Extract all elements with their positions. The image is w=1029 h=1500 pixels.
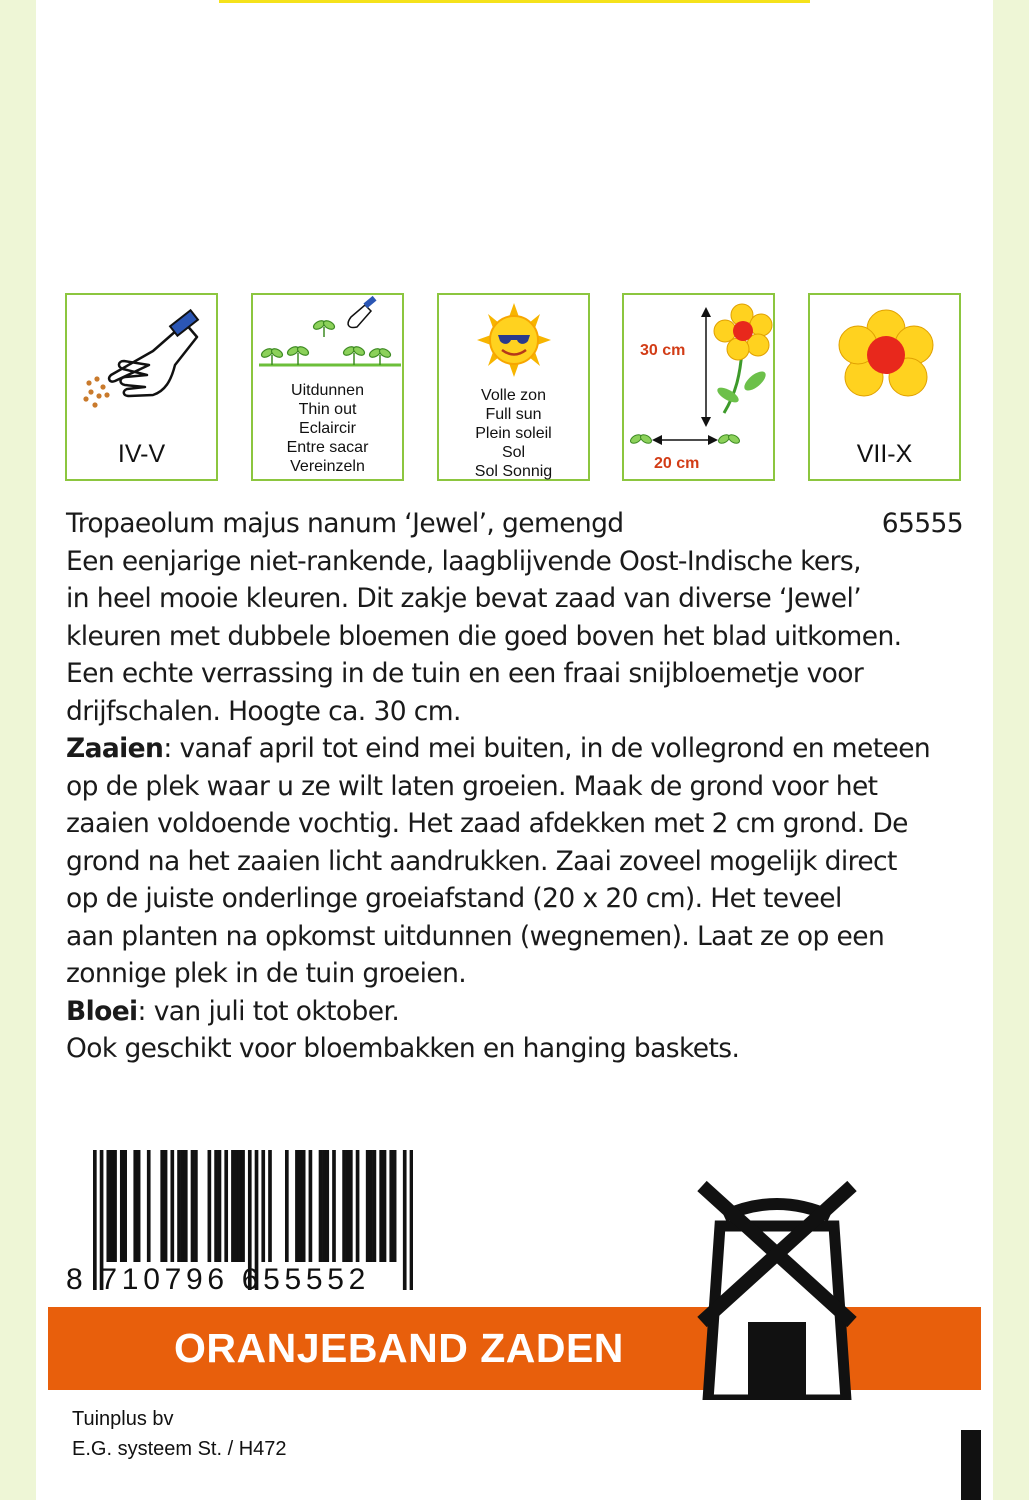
- barcode-bar: [332, 1150, 336, 1262]
- intro-line: Een eenjarige niet-rankende, laagblijvende Oost-Indische kers,: [66, 545, 861, 577]
- thin-out-line: Uitdunnen: [291, 382, 364, 399]
- barcode-bar: [214, 1150, 218, 1262]
- barcode-bar: [191, 1150, 195, 1262]
- barcode-bar: [373, 1150, 377, 1262]
- barcode-bar: [147, 1150, 151, 1262]
- barcode-bar: [164, 1150, 168, 1262]
- flowering-period-label: VII-X: [856, 440, 913, 468]
- barcode-bar: [342, 1150, 346, 1262]
- barcode-bar: [120, 1150, 124, 1262]
- barcode-bar: [234, 1150, 238, 1262]
- certificate: E.G. systeem St. / H472: [72, 1438, 287, 1460]
- barcode-bar: [170, 1150, 174, 1262]
- title-row: [66, 505, 963, 543]
- sowing-line: grond na het zaaien licht aandrukken. Zaai zoveel mogelijk direct: [66, 845, 897, 877]
- barcode-bar: [346, 1150, 350, 1262]
- barcode-bar: [137, 1150, 141, 1262]
- barcode-bar: [349, 1150, 353, 1262]
- sowing-line: zonnige plek in de tuin groeien.: [66, 958, 467, 989]
- thin-out-line: Thin out: [298, 401, 357, 418]
- thin-out-line: Entre sacar: [286, 439, 369, 456]
- barcode-bar: [369, 1150, 373, 1262]
- barcode-bar: [325, 1150, 329, 1262]
- barcode-bar: [218, 1150, 222, 1262]
- barcode-bar: [113, 1150, 117, 1262]
- thin-out-icon-box: [251, 293, 404, 481]
- barcode-bar: [106, 1150, 110, 1262]
- bloom-paragraph: [66, 993, 963, 1031]
- product-description: [66, 505, 963, 1068]
- black-marker-bar: [961, 1430, 981, 1500]
- barcode-bar: [184, 1150, 188, 1262]
- barcode-bar: [389, 1150, 393, 1262]
- barcode-bar: [356, 1150, 360, 1262]
- barcode-bar: [241, 1150, 245, 1262]
- barcode-bar: [160, 1150, 164, 1262]
- intro-paragraph: [66, 543, 963, 731]
- sowing-line: op de juiste onderlinge groeiafstand (20 x 20 cm). Het teveel: [66, 883, 842, 914]
- sowing-line: : vanaf april tot eind mei buiten, in de vollegrond en meteen: [163, 733, 931, 764]
- barcode-bar: [295, 1150, 299, 1262]
- barcode-bar: [208, 1150, 212, 1262]
- windmill-icon: [696, 1172, 858, 1400]
- spacing-height: 30 cm: [640, 342, 686, 359]
- sowing-line: zaaien voldoende vochtig. Het zaad afdekken met 2 cm grond. De: [66, 808, 908, 839]
- thin-out-line: Eclaircir: [299, 420, 356, 437]
- sowing-period-icon-box: [65, 293, 218, 481]
- intro-line: kleuren met dubbele bloemen die goed boven het blad uitkomen.: [66, 620, 902, 652]
- extra-text: Ook geschikt voor bloembakken en hanging baskets.: [66, 1033, 740, 1064]
- barcode-bar: [268, 1150, 272, 1262]
- intro-line: drijfschalen. Hoogte ca. 30 cm.: [66, 695, 461, 727]
- barcode-bar: [383, 1150, 387, 1262]
- sowing-line: aan planten na opkomst uitdunnen (wegnemen). Laat ze op een: [66, 920, 885, 952]
- barcode-bar: [133, 1150, 137, 1262]
- barcode-bar: [302, 1150, 306, 1262]
- barcode-bar: [110, 1150, 114, 1262]
- barcode-bar: [366, 1150, 370, 1262]
- barcode-bar: [285, 1150, 289, 1262]
- sowing-paragraph: [66, 730, 963, 993]
- sun-line: Sol Sonnig: [474, 463, 553, 480]
- thin-out-labels: [253, 381, 402, 476]
- full-sun-icon-box: [437, 293, 590, 481]
- sun-line: Full sun: [485, 406, 542, 423]
- thin-out-line: Vereinzeln: [290, 458, 365, 475]
- flowering-period-icon-box: [808, 293, 961, 481]
- barcode-number: 8 710796 655552: [66, 1263, 371, 1296]
- barcode-bar: [181, 1150, 185, 1262]
- sun-line: Plein soleil: [475, 425, 552, 442]
- barcode-bar: [298, 1150, 302, 1262]
- barcode-bar: [322, 1150, 326, 1262]
- company-info: [72, 1404, 287, 1464]
- brand-name: ORANJEBAND ZADEN: [174, 1325, 624, 1371]
- intro-line: Een echte verrassing in de tuin en een fraai snijbloemetje voor: [66, 658, 864, 689]
- full-sun-labels: [439, 386, 588, 481]
- spacing-icon-box: [622, 293, 775, 481]
- barcode-bar: [231, 1150, 235, 1262]
- extra-paragraph: [66, 1030, 963, 1068]
- bloom-lead: Bloei: [66, 995, 138, 1027]
- barcode-bar: [123, 1150, 127, 1262]
- bloom-text: : van juli tot oktober.: [137, 995, 400, 1027]
- barcode-bar: [238, 1150, 242, 1262]
- top-yellow-strip: [219, 0, 810, 3]
- sowing-period-label: IV-V: [117, 440, 166, 468]
- sun-line: Sol: [501, 444, 526, 461]
- company-name: Tuinplus bv: [72, 1408, 174, 1430]
- barcode-bar: [309, 1150, 313, 1262]
- product-title: Tropaeolum majus nanum ‘Jewel’, gemengd: [66, 508, 624, 539]
- barcode-bar: [319, 1150, 323, 1262]
- product-code: 65555: [881, 508, 963, 539]
- spacing-width: 20 cm: [654, 455, 700, 472]
- barcode-bar: [194, 1150, 198, 1262]
- barcode-bar: [177, 1150, 181, 1262]
- plant-spacing-icon: [624, 295, 777, 483]
- barcode-bar: [224, 1150, 228, 1262]
- barcode-bar: [261, 1150, 265, 1262]
- intro-line: in heel mooie kleuren. Dit zakje bevat zaad van diverse ‘Jewel’: [66, 583, 862, 614]
- barcode-bar: [393, 1150, 397, 1262]
- barcode-bar: [379, 1150, 383, 1262]
- sowing-lead: Zaaien: [66, 733, 164, 764]
- sun-line: Volle zon: [481, 387, 546, 404]
- sowing-line: op de plek waar u ze wilt laten groeien. Maak de grond voor het: [66, 770, 878, 802]
